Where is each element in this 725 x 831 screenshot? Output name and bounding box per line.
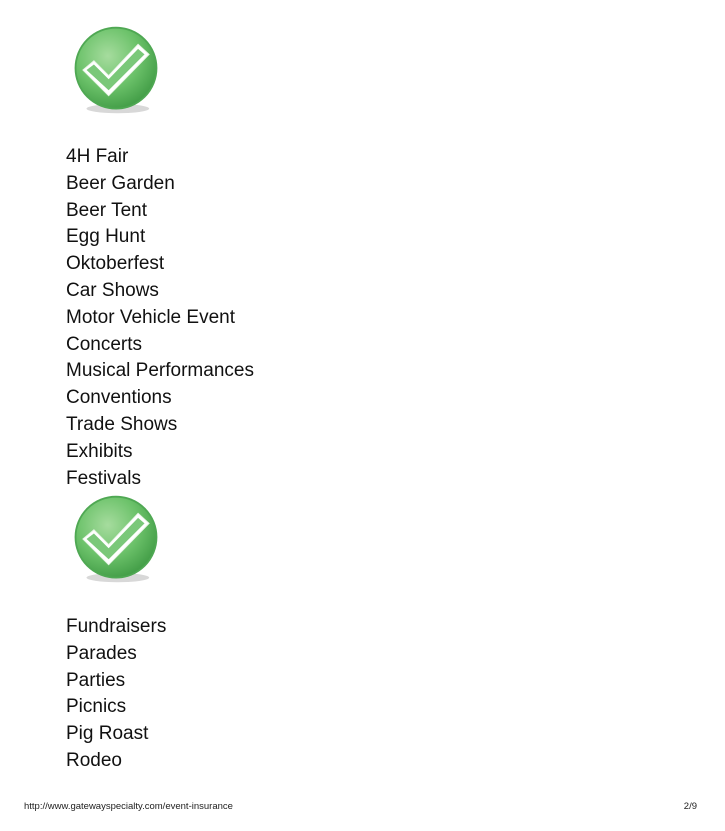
list-item: Beer Garden [66, 172, 175, 194]
list-item: Musical Performances [66, 360, 254, 382]
list-item: Fundraisers [66, 616, 167, 637]
footer-url: http://www.gatewayspecialty.com/event-insurance [24, 801, 233, 812]
list-item: Concerts [66, 333, 143, 355]
list-item: 4H Fair [66, 146, 129, 167]
list-item: Conventions [66, 387, 172, 409]
green-checkmark-icon [70, 493, 162, 585]
list-item: Parades [66, 642, 137, 664]
footer-page-number: 2/9 [683, 801, 697, 812]
list-item: Festivals [66, 467, 141, 489]
list-item: Picnics [66, 696, 127, 718]
event-list-1 [66, 144, 254, 492]
list-item: Motor Vehicle Event [66, 306, 235, 328]
list-item: Egg Hunt [66, 226, 146, 248]
event-list-2 [66, 614, 166, 775]
list-item: Exhibits [66, 440, 133, 462]
green-checkmark-icon [70, 24, 162, 116]
list-item: Parties [66, 669, 126, 691]
list-item: Beer Tent [66, 199, 147, 221]
list-item: Trade Shows [66, 413, 178, 435]
list-item: Pig Roast [66, 723, 149, 745]
list-item: Car Shows [66, 279, 159, 301]
list-item: Oktoberfest [66, 253, 165, 275]
list-item: Rodeo [66, 749, 122, 771]
